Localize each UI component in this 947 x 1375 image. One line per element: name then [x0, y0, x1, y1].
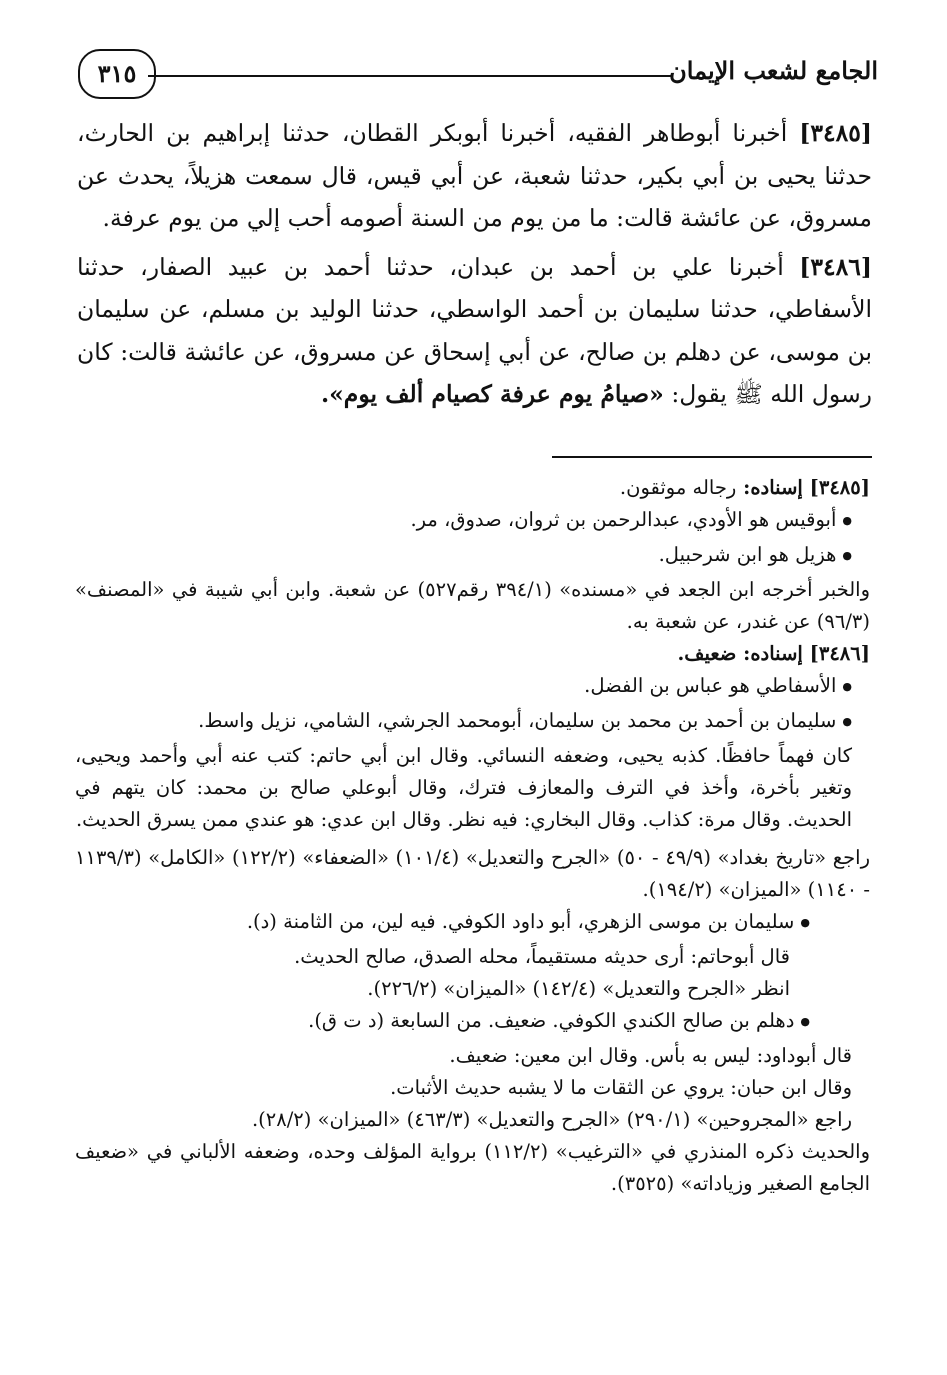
hadith-text: أخبرنا علي بن أحمد بن عبدان، حدثنا أحمد بن عبيد الصفار، حدثنا الأسفاطي، حدثنا سليمان بن أحمد الواسطي، حدثنا الوليد بن مسلم، عن سليمان بن موسى، عن دهلم بن صالح، عن أبي إسحاق عن مسروق، عن عائشة قالت: كان رسول الله ﷺ يقول: [77, 252, 872, 408]
footnote-number: [٣٤٨٥] [809, 476, 870, 499]
running-title: الجامع لشعب الإيمان [669, 56, 878, 85]
footnotes [75, 472, 870, 1200]
hadith-quote: «صيامُ يوم عرفة كصيام ألف يوم». [320, 380, 664, 408]
footnote-bullet: ● سليمان بن أحمد بن محمد بن سليمان، أبومحمد الجرشي، الشامي، نزيل واسط. [75, 705, 870, 740]
page-number: ٣١٥ [78, 49, 156, 99]
hadith-text: أخبرنا أبوطاهر الفقيه، أخبرنا أبوبكر القطان، حدثنا إبراهيم بن الحارث، حدثنا يحيى بن أبي بكير، حدثنا شعبة، عن أبي قيس، قال سمعت هزيلاً، يحدث عن مسروق، عن عائشة قالت: ما من يوم من السنة أصومه أحب إلي من يوم عرفة. [77, 119, 872, 232]
narrator-assessment: قال أبوحاتم: أرى حديثه مستقيماً، محله الصدق، صالح الحديث. [294, 945, 790, 968]
narrator-assessment: وقال ابن حبان: يروي عن الثقات ما لا يشبه حديث الأثبات. [390, 1076, 852, 1099]
footnote-bullet: ● هزيل هو ابن شرحبيل. [75, 539, 870, 574]
footnote-label: إسناده: [743, 642, 803, 665]
footnote-verdict: رجاله موثقون. [619, 476, 737, 499]
footnote-verdict: ضعيف. [677, 642, 737, 665]
footnote-heading-3485 [75, 472, 870, 504]
narrator-assessment: كان فهماً حافظًا. كذبه يحيى، وضعفه النسائي. وقال ابن أبي حاتم: كتب عنه أبي وأحمد ويحيى، وتغير بأخرة، وأخذ في الترف والمعازف فترك، وقال أبوعلي صالح بن محمد: كان يتهم في الحديث. وقال مرة: كذاب. وقال البخاري: فيه نظر. وقال ابن عدي: هو عندي ممن يسرق الحديث. [75, 744, 852, 831]
main-text [77, 112, 872, 416]
hadith-3486 [77, 246, 872, 416]
header-rule [148, 75, 673, 77]
footnote-number: [٣٤٨٦] [809, 642, 870, 665]
footnote-heading-3486 [75, 638, 870, 670]
footnote-bullet: ● سليمان بن موسى الزهري، أبو داود الكوفي. فيه لين، من الثامنة (د). [75, 906, 870, 941]
page-header [78, 40, 878, 102]
footnote-bullet: ● أبوقيس هو الأودي، عبدالرحمن بن ثروان، صدوق، مر. [75, 504, 870, 539]
footnote-closing: والحديث ذكره المنذري في «الترغيب» (١١٢/٢) برواية المؤلف وحده، وضعفه الألباني في «ضعيف الجامع الصغير وزياداته» (٣٥٢٥). [75, 1140, 870, 1195]
narrator-references: راجع «المجروحين» (٢٩٠/١) «الجرح والتعديل» (٤٦٣/٣) «الميزان» (٢٨/٢). [251, 1108, 852, 1131]
narrator-assessment: قال أبوداود: ليس به بأس. وقال ابن معين: ضعيف. [449, 1044, 852, 1067]
hadith-number: [٣٤٨٥] [799, 119, 872, 147]
footnote-label: إسناده: [743, 476, 803, 499]
footnote-separator [552, 456, 872, 458]
hadith-3485 [77, 112, 872, 240]
narrator-references: انظر «الجرح والتعديل» (١٤٢/٤) «الميزان» (٢٢٦/٢). [367, 977, 790, 1000]
footnote-takhrij: والخبر أخرجه ابن الجعد في «مسنده» (٣٩٤/١ رقم٥٢٧) عن شعبة. وابن أبي شيبة في «المصنف» (٩٦/٣) عن غندر، عن شعبة به. [75, 578, 871, 633]
narrator-references: راجع «تاريخ بغداد» (٤٩/٩ - ٥٠) «الجرح والتعديل» (١٠١/٤) «الضعفاء» (١٢٢/٢) «الكامل» (١١٣٩/٣ - ١١٤٠) «الميزان» (١٩٤/٢). [75, 846, 870, 901]
footnote-bullet: ● الأسفاطي هو عباس بن الفضل. [75, 670, 870, 705]
footnote-bullet: ● دهلم بن صالح الكندي الكوفي. ضعيف. من السابعة (د ت ق). [75, 1005, 870, 1040]
hadith-number: [٣٤٨٦] [799, 252, 872, 281]
